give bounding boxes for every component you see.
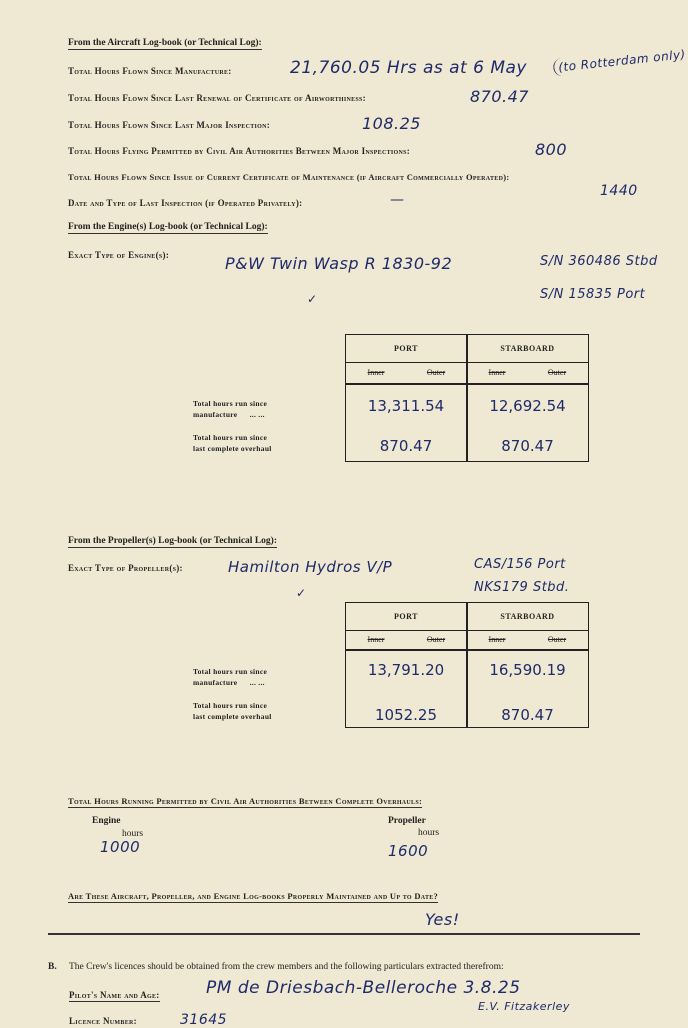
engine-starboard-overhaul: 870.47: [501, 437, 554, 455]
propeller-row2-label: [193, 700, 272, 722]
propeller-row2-label-b: last complete overhaul: [193, 712, 272, 721]
major-inspection-hours-value: 108.25: [362, 114, 421, 133]
engine-row2-label-b: last complete overhaul: [193, 444, 272, 453]
crew-section-letter: B.: [48, 962, 57, 972]
engine-port-header: PORT: [394, 344, 418, 353]
engine-row1-label-a: Total hours run since: [193, 399, 268, 408]
engine-type-value: P&W Twin Wasp R 1830-92: [225, 254, 453, 273]
aircraft-section-heading: From the Aircraft Log-book (or Technical Log):: [68, 38, 262, 48]
permitted-hours-value: 800: [535, 140, 568, 159]
permitted-hours-label: Total Hours Flying Permitted by Civil Air Authorities Between Major Inspections:: [68, 146, 411, 156]
manufacture-hours-value: 21,760.05 Hrs as at 6 May: [290, 58, 527, 78]
propeller-row1-label: [193, 666, 267, 688]
overhaul-engine-value: 1000: [100, 838, 141, 856]
engine-starboard-header: STARBOARD: [500, 344, 555, 353]
engine-port-manufacture: 13,311.54: [367, 397, 445, 415]
engine-section-heading: From the Engine(s) Log-book (or Technical Log):: [68, 222, 268, 232]
maintenance-hours-label: Total Hours Flown Since Issue of Current Certificate of Maintenance (if Aircraft Commercially Operated):: [68, 172, 510, 182]
maintenance-hours-value: 1440: [600, 183, 638, 199]
engine-port-inner: Inner: [367, 368, 385, 377]
engine-check-mark: ✓: [307, 292, 318, 306]
propeller-row1-label-b: manufacture: [193, 678, 238, 687]
engine-hours-table: [345, 334, 589, 462]
overhaul-engine-hours-label: hours: [122, 829, 144, 839]
engine-row2-label-a: Total hours run since: [193, 433, 268, 442]
engine-starboard-outer: Outer: [547, 368, 567, 377]
engine-port-outer: Outer: [426, 368, 446, 377]
crew-section-intro: The Crew's licences should be obtained from the crew members and the following particulars extracted therefrom:: [69, 962, 504, 972]
pilot-extra-name: E.V. Fitzakerley: [478, 1000, 570, 1013]
propeller-port-overhaul: 1052.25: [374, 706, 438, 724]
engine-row1-label-b: manufacture: [193, 410, 238, 419]
engine-serial-port: S/N 15835 Port: [540, 287, 646, 302]
pilot-name-label: Pilot's Name and Age:: [69, 990, 160, 1000]
propeller-starboard-header: STARBOARD: [500, 612, 555, 621]
airworthiness-hours-label: Total Hours Flown Since Last Renewal of Certificate of Airworthiness:: [68, 93, 366, 103]
manufacture-hours-note: (to Rotterdam only): [552, 45, 688, 77]
propeller-port-outer: Outer: [426, 635, 446, 644]
pilot-name-value: PM de Driesbach-Belleroche 3.8.25: [206, 978, 521, 998]
propeller-row2-label-a: Total hours run since: [193, 701, 268, 710]
overhaul-propeller-value: 1600: [388, 842, 429, 860]
propeller-row1-dots: ... ...: [249, 678, 265, 687]
section-divider: [48, 933, 640, 935]
propeller-hours-table: [345, 602, 589, 728]
propeller-starboard-inner: Inner: [488, 635, 506, 644]
propeller-starboard-manufacture: 16,590.19: [489, 661, 566, 679]
propeller-type-value: Hamilton Hydros V/P: [228, 558, 393, 576]
engine-type-label: Exact Type of Engine(s):: [68, 250, 170, 260]
logbook-question-answer: Yes!: [425, 910, 460, 929]
last-inspection-label: Date and Type of Last Inspection (if Operated Privately):: [68, 198, 303, 208]
propeller-serial-port: CAS/156 Port: [474, 557, 566, 572]
engine-port-overhaul: 870.47: [379, 437, 433, 455]
overhaul-propeller-hours-label: hours: [418, 828, 440, 838]
propeller-starboard-overhaul: 870.47: [501, 706, 554, 724]
last-inspection-value: —: [390, 192, 405, 208]
propeller-row1-label-a: Total hours run since: [193, 667, 268, 676]
propeller-port-inner: Inner: [367, 635, 385, 644]
propeller-starboard-outer: Outer: [547, 635, 567, 644]
engine-starboard-manufacture: 12,692.54: [489, 397, 566, 415]
logbook-question-label: Are These Aircraft, Propeller, and Engine Log-books Properly Maintained and Up to Date?: [68, 891, 439, 901]
licence-number-label: Licence Number:: [69, 1016, 137, 1026]
engine-row2-label: [193, 432, 272, 454]
overhaul-engine-label: Engine: [92, 816, 121, 826]
propeller-section-heading: From the Propeller(s) Log-book (or Technical Log):: [68, 536, 277, 546]
manufacture-hours-label: Total Hours Flown Since Manufacture:: [68, 66, 232, 76]
major-inspection-hours-label: Total Hours Flown Since Last Major Inspection:: [68, 120, 271, 130]
engine-starboard-inner: Inner: [488, 368, 506, 377]
engine-serial-starboard: S/N 360486 Stbd: [540, 254, 658, 269]
airworthiness-hours-value: 870.47: [470, 87, 529, 106]
overhaul-propeller-label: Propeller: [388, 816, 426, 826]
engine-row1-label: [193, 398, 267, 420]
propeller-port-header: PORT: [394, 612, 418, 621]
propeller-check-mark: ✓: [296, 586, 307, 600]
licence-number-value: 31645: [180, 1012, 228, 1028]
propeller-serial-starboard: NKS179 Stbd.: [474, 580, 570, 595]
engine-row1-dots: ... ...: [249, 410, 265, 419]
overhaul-permitted-heading: Total Hours Running Permitted by Civil Air Authorities Between Complete Overhauls:: [68, 796, 423, 806]
propeller-port-manufacture: 13,791.20: [367, 661, 445, 679]
propeller-type-label: Exact Type of Propeller(s):: [68, 563, 183, 573]
